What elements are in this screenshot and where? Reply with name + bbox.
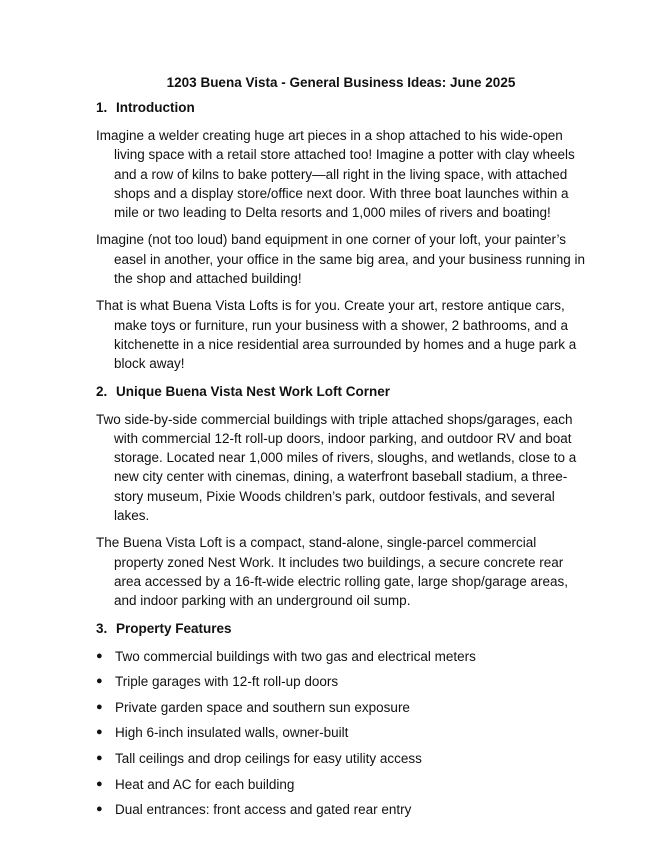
list-item: [96, 647, 586, 666]
list-item: [96, 672, 586, 691]
list-item-text: Private garden space and southern sun exposure: [115, 699, 410, 715]
section-title: Property Features: [116, 620, 232, 636]
list-item-text: Tall ceilings and drop ceilings for easy utility access: [115, 750, 422, 766]
section-heading: [96, 98, 586, 117]
section-property-features: [96, 619, 586, 820]
section-number: 2.: [96, 383, 108, 399]
section-loft-corner: [96, 382, 586, 611]
paragraph: Imagine a welder creating huge art pieces in a shop attached to his wide-open living space with a retail store attached too! Imagine a potter with clay wheels and a row of kilns to bake pottery—all right in the living space, with attached shops and a display store/office next door. With three boat launches within a mile or two leading to Delta resorts and 1,000 miles of rivers and boating!: [96, 128, 575, 221]
feature-list: [96, 647, 586, 820]
list-item: [96, 800, 586, 819]
list-item: [96, 749, 586, 768]
list-item-text: Two commercial buildings with two gas and electrical meters: [115, 648, 476, 664]
bullet-icon: ●: [96, 675, 103, 688]
list-item-text: Triple garages with 12-ft roll-up doors: [115, 674, 339, 690]
section-number: 3.: [96, 620, 108, 636]
section-introduction: [96, 98, 586, 374]
document-title: 1203 Buena Vista - General Business Ideas: June 2025: [166, 75, 516, 90]
bullet-icon: ●: [96, 649, 103, 662]
section-heading: [96, 619, 586, 638]
list-item: [96, 775, 586, 794]
list-item-text: High 6-inch insulated walls, owner-built: [115, 725, 349, 741]
bullet-icon: ●: [96, 751, 103, 764]
list-item-text: Dual entrances: front access and gated rear entry: [115, 802, 412, 818]
section-number: 1.: [96, 100, 108, 115]
paragraph: That is what Buena Vista Lofts is for you. Create your art, restore antique cars, make toys or furniture, run your business with a shower, 2 bathrooms, and a kitchenette in a nice residential area surrounded by homes and a huge park a block away!: [96, 298, 577, 372]
section-title: Introduction: [116, 100, 195, 115]
paragraph: Imagine (not too loud) band equipment in one corner of your loft, your painter’s easel in another, your office in the same big area, and your business running in the shop and attached building!: [96, 232, 586, 287]
section-heading: [96, 382, 586, 401]
list-item: [96, 698, 586, 717]
bullet-icon: ●: [96, 700, 103, 713]
bullet-icon: ●: [96, 777, 103, 790]
list-item: [96, 723, 586, 742]
section-title: Unique Buena Vista Nest Work Loft Corner: [116, 383, 391, 399]
document-page: [96, 73, 586, 826]
bullet-icon: ●: [96, 726, 103, 739]
paragraph: Two side-by-side commercial buildings with triple attached shops/garages, each with commercial 12-ft roll-up doors, indoor parking, and outdoor RV and boat storage. Located near 1,000 miles of rivers, sloughs, and wetlands, close to a new city center with cinemas, dining, a waterfront baseball stadium, a three-story museum, Pixie Woods children’s park, outdoor festivals, and several lakes.: [96, 411, 577, 524]
list-item-text: Heat and AC for each building: [115, 776, 295, 792]
paragraph: The Buena Vista Loft is a compact, stand-alone, single-parcel commercial property zoned Nest Work. It includes two buildings, a secure concrete rear area accessed by a 16-ft-wide electric rolling gate, large shop/garage areas, and indoor parking with an underground oil sump.: [96, 535, 569, 609]
bullet-icon: ●: [96, 803, 103, 816]
